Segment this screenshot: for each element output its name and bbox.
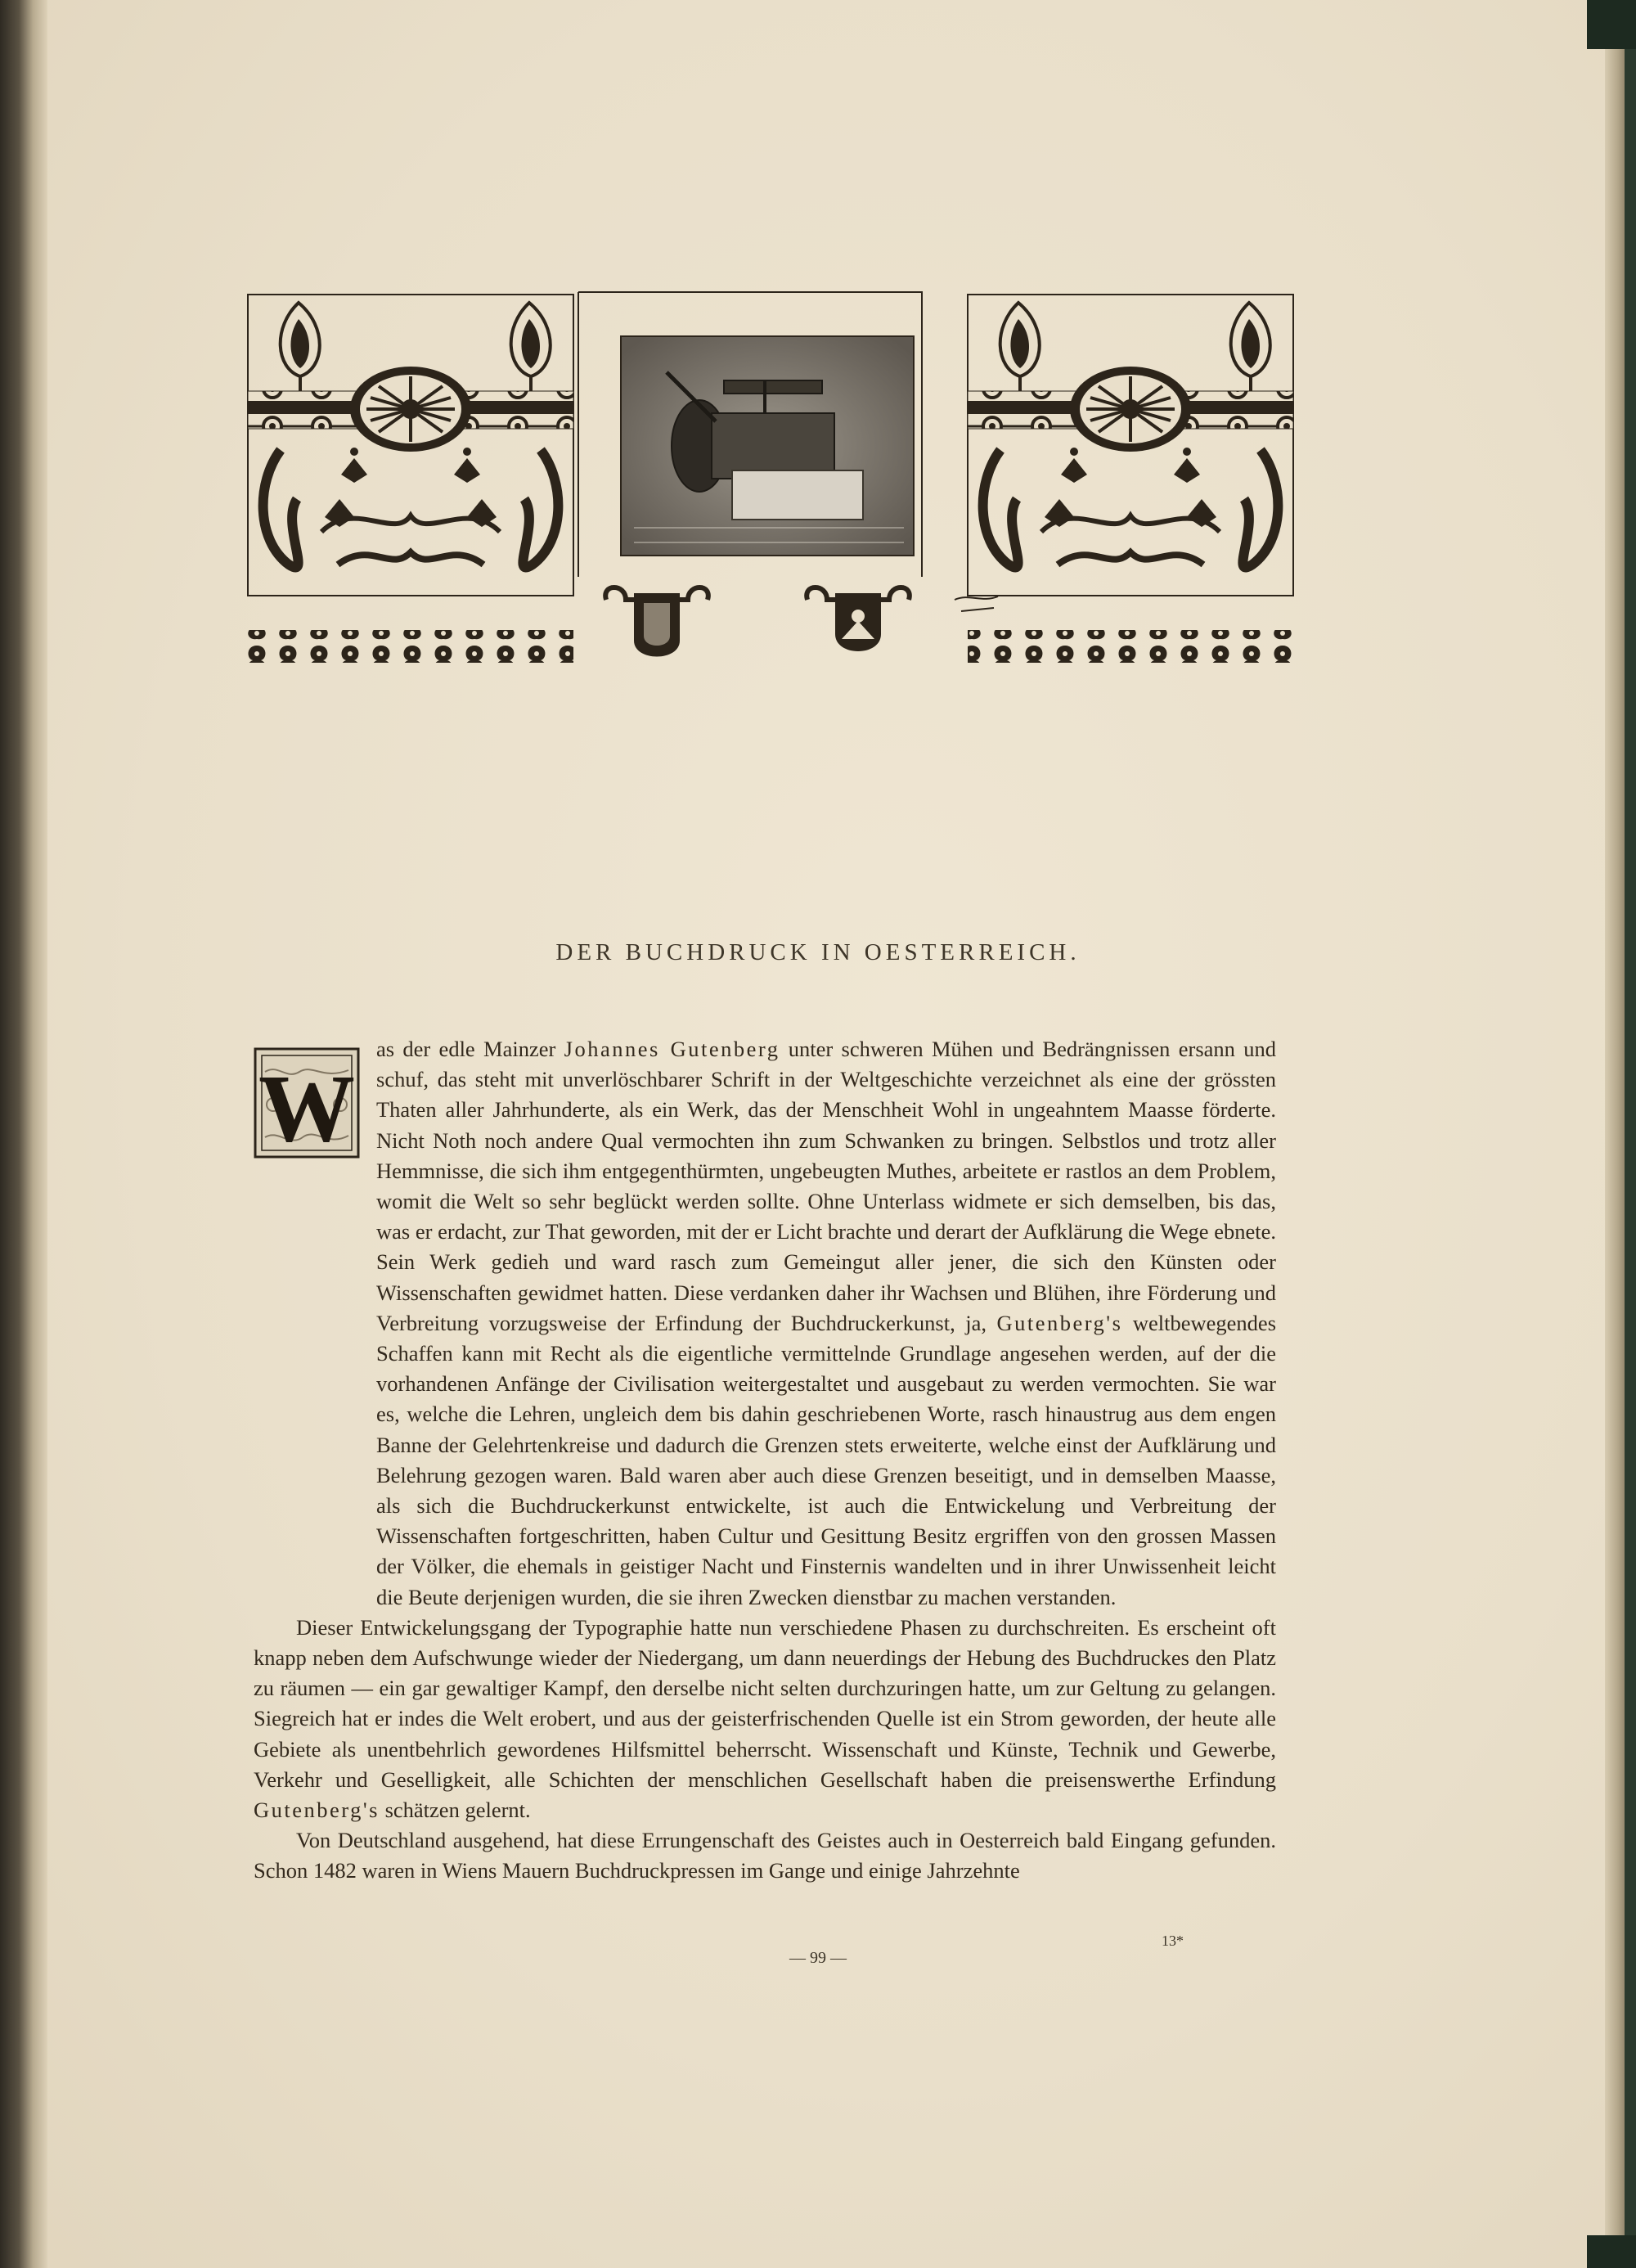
body-text (254, 1034, 1276, 1887)
text-run: Dieser Entwickelungsgang der Typographie hatte nun verschiedene Phasen zu durchschreiten. Es erscheint oft knapp neben dem Aufschwunge wieder der Niedergang, um dann neuerdings der Hebung des Buchdruckes den Platz zu räumen — ein gar gewaltiger Kampf, den derselbe nicht selten durchzuringen hatte, um zur Geltung zu gelangen. Siegreich hat er indes die Welt erobert, und aus der geisterfrischenden Quelle ist ein Strom geworden, der heute alle Gebiete als unentbehrlich gewordenes Hilfsmittel beherrscht. Wissenschaft und Künste, Technik und Gewerbe, Verkehr und Geselligkeit, alle Schichten der menschlichen Gesellschaft haben die preisenswerthe Erfindung (254, 1614, 1276, 1792)
left-emblem (605, 587, 708, 657)
spaced-name: Gutenberg's (254, 1798, 380, 1823)
spaced-name: Johannes Gutenberg (564, 1037, 780, 1061)
right-emblem (807, 587, 910, 651)
text-run: schätzen gelernt. (379, 1798, 531, 1823)
left-panel (248, 295, 573, 596)
header-ornament (241, 282, 1301, 675)
paragraph (254, 1825, 1276, 1886)
spaced-name: Gutenberg's (996, 1310, 1123, 1335)
page-number: — 99 — (789, 1949, 847, 1967)
text-run: weltbewegendes Schaffen kann mit Recht als die eigentliche vermittelnde Grundlage angesehen werden, auf der die vorhandenen Anfänge der Civilisation weitergestaltet und ausgebaut zu werden vermochten. Sie war es, welche die Lehren, ungleich dem bis dahin geschriebenen Worte, rasch hinaustrug aus dem engen Banne der Gelehrtenkreise und dadurch die Grenzen stets erweiterte, welche einst der Aufklärung und Belehrung gezogen waren. Bald waren aber auch diese Grenzen beseitigt, und in demselben Maasse, als sich die Buchdruckerkunst entwickelte, ist auch die Entwickelung und Verbreitung der Wissenschaften fortgeschritten, haben Cultur und Gesittung Besitz ergriffen von den grossen Massen der Völker, die ehemals in geistiger Nacht und Finsternis wandelten und in ihrer Unwissenheit leicht die Beute derjenigen wurden, die sie ihren Zwecken dienstbar zu machen verstanden. (376, 1310, 1277, 1609)
center-panel (578, 292, 998, 657)
dropcap-letter: W (258, 1055, 355, 1159)
signature-mark: 13* (1162, 1933, 1184, 1949)
cover-corner (1587, 2235, 1636, 2268)
right-panel (968, 295, 1293, 596)
paragraph (254, 1034, 1276, 1613)
text-run: Von Deutschland ausgehend, hat diese Errungenschaft des Geistes auch in Oesterreich bald Eingang gefunden. Schon 1482 waren in Wiens Mauern Buchdruckpressen im Gange und einige Jahrzehnte (254, 1828, 1276, 1883)
cover-corner (1587, 0, 1636, 49)
text-run: unter schweren Mühen und Bedrängnissen ersann und schuf, das steht mit unverlöschbarer Schrift in der Weltgeschichte verzeichnet als eine der grössten Thaten aller Jahrhunderte, als ein Werk, das der Menschheit Wohl in ungeahntem Maasse förderte. Nicht Noth noch andere Qual vermochten ihn zum Schwanken zu bringen. Selbstlos und trotz aller Hemmnisse, die sich ihm entgegenthürmten, ungebeugten Muthes, arbeitete er rastlos an dem Problem, womit die Welt so sehr beglückt werden sollte. Ohne Unterlass widmete er sich demselben, bis das, was er erdacht, zur That geworden, mit der er Licht brachte und derart der Aufklärung die Wege ebnete. Sein Werk gedieh und ward rasch zum Gemeingut aller jener, die sich den Künsten oder Wissenschaften gewidmet hatten. Diese verdanken daher ihr Wachsen und Blühen, ihre Förderung und Verbreitung vorzugsweise der Erfindung der Buchdruckerkunst, ja, (376, 1037, 1276, 1335)
text-run: as der edle Mainzer (376, 1037, 564, 1061)
book-spine (0, 0, 47, 2268)
cover-edge (1625, 0, 1636, 2268)
paragraph (254, 1613, 1276, 1825)
chapter-title: DER BUCHDRUCK IN OESTERREICH. (555, 939, 1081, 965)
